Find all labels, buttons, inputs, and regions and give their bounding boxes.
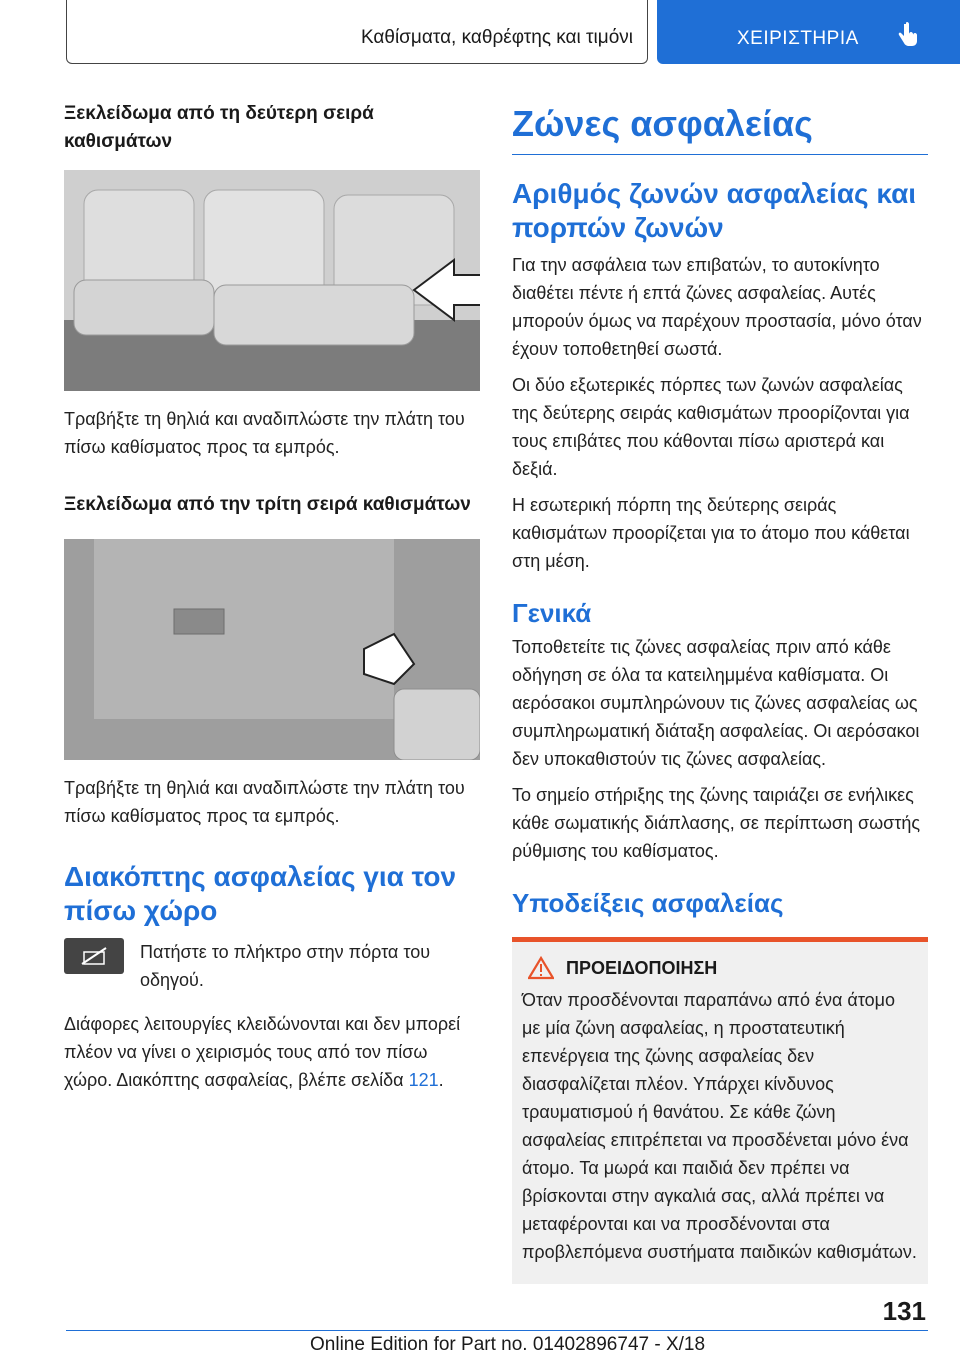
child-lock-button-icon — [64, 938, 124, 974]
warning-text: Όταν προσδένονται παραπάνω από ένα άτομο με μία ζώνη ασφαλείας, η προστατευτική επενέργεια της ζώνης ασφαλείας δεν διασφαλίζεται πλέον. Υπάρχει κίνδυνος τραυματισμού ή θανάτου. Σε κάθε ζώνη ασφαλείας επιτρέπεται να προσδένεται μόνο ένα άτομο. Τα μωρά και παιδιά δεν πρέπει να βρίσκονται στην αγκαλιά σας, αλλά πρέπει να μεταφέρονται και να προσδένονται στα προβλεπόμενα συστήματα παιδικών καθισμάτων. — [522, 990, 917, 1262]
footer-rule — [66, 1330, 928, 1331]
warning-box — [512, 937, 928, 1284]
unlock-third-row-heading: Ξεκλείδωμα από την τρίτη σειρά καθισμάτων — [64, 494, 471, 515]
general-heading: Γενικά — [512, 598, 592, 628]
heading-rule — [512, 154, 928, 155]
safety-heading: Υποδείξεις ασφαλείας — [512, 888, 784, 918]
second-row-seat-photo — [64, 170, 480, 391]
page-reference-link[interactable]: 121 — [408, 1070, 439, 1090]
unlock-second-row-text: Τραβήξτε τη θηλιά και αναδιπλώστε την πλάτη του πίσω καθίσματος προς τα εμπρός. — [64, 409, 465, 457]
edition-text: Online Edition for Part no. 01402896747 - X/18 — [310, 1334, 706, 1355]
rear-switch-text: Διάφορες λειτουργίες κλειδώνονται και δεν μπορεί πλέον να γίνει ο χειρισμός τους από τον πίσω χώρο. Διακόπτης ασφαλείας, βλέπε σελίδα 121. — [64, 1014, 461, 1090]
rear-switch-instruction: Πατήστε το πλήκτρο στην πόρτα του οδηγού. — [140, 942, 431, 990]
count-paragraph-3: Η εσωτερική πόρπη της δεύτερης σειράς καθισμάτων προορίζεται για το άτομο που κάθεται στη μέση. — [512, 495, 910, 571]
chapter-title: ΧΕΙΡΙΣΤΗΡΙΑ — [737, 28, 859, 49]
left-column — [64, 100, 480, 1094]
unlock-second-row-heading: Ξεκλείδωμα από τη δεύτερη σειρά καθισμάτων — [64, 103, 374, 152]
count-paragraph-1: Για την ασφάλεια των επιβατών, το αυτοκίνητο διαθέτει πέντε ή επτά ζώνες ασφαλείας. Αυτές μπορούν όμως να παρέχουν προστασία, μόνο όταν έχουν τοποθετηθεί σωστά. — [512, 255, 922, 359]
general-paragraph-2: Το σημείο στήριξης της ζώνης ταιριάζει σε ενήλικες κάθε σωματικής διάπλασης, σε περίπτωση σωστής ρύθμισης του καθίσματος. — [512, 785, 921, 861]
count-paragraph-2: Οι δύο εξωτερικές πόρπες των ζωνών ασφαλείας της δεύτερης σειράς καθισμάτων προορίζονται για τους επιβάτες που κάθονται πίσω αριστερά και δεξιά. — [512, 375, 910, 479]
page-number: 131 — [882, 1296, 926, 1326]
count-heading: Αριθμός ζωνών ασφαλείας και πορπών ζωνών — [512, 178, 917, 243]
rear-switch-heading: Διακόπτης ασφαλείας για τον πίσω χώρο — [64, 861, 457, 926]
warning-triangle-icon — [528, 956, 554, 980]
warning-title: ΠΡΟΕΙΔΟΠΟΙΗΣΗ — [566, 957, 718, 978]
unlock-third-row-text: Τραβήξτε τη θηλιά και αναδιπλώστε την πλάτη του πίσω καθίσματος προς τα εμπρός. — [64, 778, 465, 826]
main-heading: Ζώνες ασφαλείας — [512, 103, 813, 144]
third-row-seat-photo — [64, 539, 480, 760]
header-section-tab — [66, 0, 648, 64]
section-title: Καθίσματα, καθρέφτης και τιμόνι — [360, 27, 633, 48]
pointing-hand-icon — [897, 22, 919, 48]
general-paragraph-1: Τοποθετείτε τις ζώνες ασφαλείας πριν από κάθε οδήγηση σε όλα τα κατειλημμένα καθίσματα. Οι αερόσακοι συμπληρώνουν τις ζώνες ασφαλείας ως συμπληρωματική διάταξη ασφαλείας. Οι αερόσακοι δεν υποκαθιστούν τις ζώνες ασφαλείας. — [512, 637, 920, 769]
header-chapter-tab — [657, 0, 960, 64]
right-column — [512, 100, 928, 1284]
